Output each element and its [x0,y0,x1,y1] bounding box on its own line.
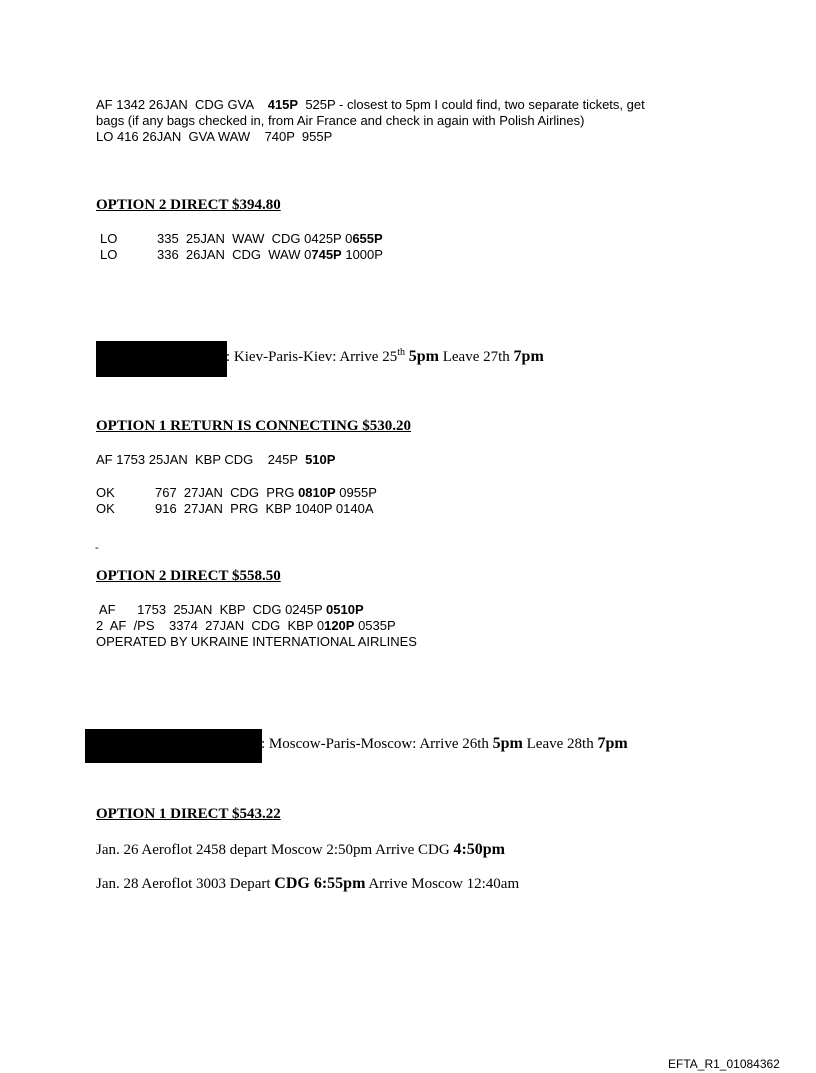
aeroflot-3003-line: Jan. 28 Aeroflot 3003 Depart CDG 6:55pm Arrive Moscow 12:40am [96,875,520,892]
flight-line-af1753: AF 1753 25JAN KBP CDG 245P 510P [96,452,336,467]
moscow-option1-heading: OPTION 1 DIRECT $543.22 [96,806,281,822]
operated-by-note: OPERATED BY UKRAINE INTERNATIONAL AIRLINES [96,634,417,649]
flight-line-af-ps3374: 2 AF /PS 3374 27JAN CDG KBP 0120P 0535P [96,618,396,633]
flight-row-ok767: 767 27JAN CDG PRG 0810P 0955P [155,485,377,500]
aeroflot-2458-line: Jan. 26 Aeroflot 2458 depart Moscow 2:50pm Arrive CDG 4:50pm [96,841,506,858]
flight-row-ok767-carrier: OK [96,485,115,500]
flight-row-ok916: 916 27JAN PRG KBP 1040P 0140A [155,501,374,516]
redaction-block-kiev [96,341,227,377]
flight-line-af1753-direct: AF 1753 25JAN KBP CDG 0245P 0510P [96,602,364,617]
warsaw-option2-heading: OPTION 2 DIRECT $394.80 [96,197,281,213]
flight-row-lo335-details: 335 25JAN WAW CDG 0425P 0655P [157,231,383,246]
kiev-option2-heading: OPTION 2 DIRECT $558.50 [96,568,281,584]
flight-row-ok916-carrier: OK [96,501,115,516]
flight-line-af1342: AF 1342 26JAN CDG GVA 415P 525P - closest to 5pm I could find, two separate tickets, get [96,97,645,112]
flight-line-lo416: LO 416 26JAN GVA WAW 740P 955P [96,129,333,144]
kiev-section-title: : Kiev-Paris-Kiev: Arrive 25th 5pm Leave 27th 7pm [226,347,544,365]
redaction-block-moscow [85,729,262,763]
kiev-option1-heading: OPTION 1 RETURN IS CONNECTING $530.20 [96,418,412,434]
flight-row-lo336-details: 336 26JAN CDG WAW 0745P 1000P [157,247,383,262]
stray-dash: - [95,542,99,554]
flight-row-lo336: LO [100,247,118,262]
moscow-section-title: : Moscow-Paris-Moscow: Arrive 26th 5pm Leave 28th 7pm [261,735,628,752]
baggage-note: bags (if any bags checked in, from Air France and check in again with Polish Airlines) [96,113,585,128]
flight-row-lo335: LO [100,231,118,246]
document-id: EFTA_R1_01084362 [668,1057,780,1071]
